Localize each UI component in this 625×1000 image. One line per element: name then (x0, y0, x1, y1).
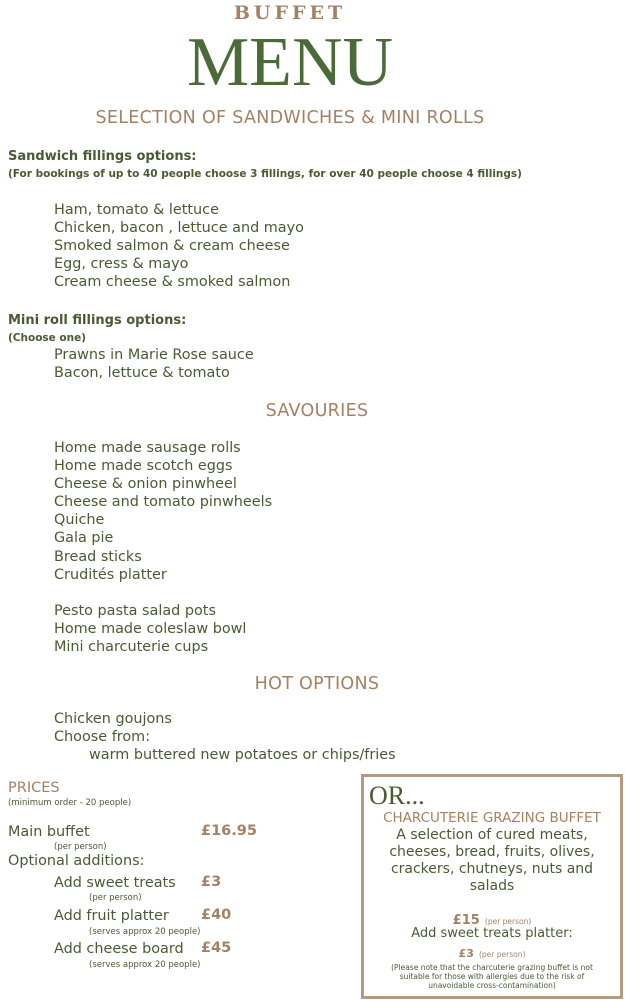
main-buffet-label: Main buffet (8, 824, 90, 840)
cheese-board-price: £45 (201, 940, 232, 956)
list-item: Cheese & onion pinwheel (54, 476, 237, 493)
list-item: Mini charcuterie cups (54, 639, 209, 656)
list-item: Gala pie (54, 530, 114, 547)
savouries-list (54, 439, 272, 584)
list-item: Prawns in Marie Rose sauce (54, 347, 254, 363)
grazing-price-unit: (per person) (484, 917, 532, 926)
prices-min-order: (minimum order - 20 people) (8, 798, 132, 808)
prices-title: PRICES (8, 780, 60, 796)
grazing-sweet-price-row (364, 942, 620, 961)
list-item: Home made coleslaw bowl (54, 621, 247, 638)
menu-title: MENU (186, 24, 394, 101)
savouries-section-title: SAVOURIES (265, 401, 369, 421)
list-item: Chicken, bacon , lettuce and mayo (54, 220, 304, 237)
list-item: Egg, cress & mayo (54, 256, 189, 273)
list-item: Crudités platter (54, 566, 167, 583)
list-item: Ham, tomato & lettuce (54, 202, 219, 218)
sandwich-fillings-note: (For bookings of up to 40 people choose 3 fillings, for over 40 people choose 4 fillings) (8, 168, 522, 180)
grazing-desc-line: salads (469, 878, 515, 894)
hot-item-goujons: Chicken goujons (54, 711, 172, 727)
fruit-platter-price: £40 (201, 907, 232, 923)
sweet-treats-unit: (per person) (89, 893, 142, 903)
grazing-sweet-price: £3 (458, 947, 474, 960)
sandwich-fillings-heading: Sandwich fillings options: (8, 149, 197, 164)
list-item: Cream cheese & smoked salmon (54, 274, 291, 291)
roll-fillings-note: (Choose one) (8, 332, 87, 344)
list-item: Bacon, lettuce & tomato (54, 365, 230, 382)
roll-fillings-heading: Mini roll fillings options: (8, 313, 187, 328)
main-buffet-price: £16.95 (201, 823, 257, 839)
hot-item-sides: warm buttered new potatoes or chips/fries (89, 747, 396, 763)
main-buffet-unit: (per person) (54, 842, 107, 852)
menu-top-word: BUFFET (233, 2, 347, 24)
list-item: Quiche (54, 512, 105, 529)
optional-additions-label: Optional additions: (8, 853, 145, 869)
grazing-description (364, 827, 620, 895)
hot-options-section-title: HOT OPTIONS (254, 674, 380, 694)
list-item: Bread sticks (54, 548, 142, 565)
grazing-desc-line: cheeses, bread, fruits, olives, (389, 844, 595, 860)
sandwiches-section-title: SELECTION OF SANDWICHES & MINI ROLLS (95, 108, 485, 128)
savouries-extra-list (54, 602, 246, 656)
grazing-sweet-unit: (per person) (479, 950, 526, 959)
cheese-board-label: Add cheese board (54, 941, 184, 957)
sweet-treats-price: £3 (201, 874, 222, 890)
grazing-price: £15 (452, 913, 480, 928)
fruit-platter-label: Add fruit platter (54, 908, 169, 924)
list-item: Pesto pasta salad pots (54, 603, 216, 619)
grazing-note-line: (Please note that the charcuterie grazing buffet is not (391, 963, 593, 972)
grazing-or-text: OR... (369, 781, 425, 810)
grazing-sweet-label: Add sweet treats platter: (411, 926, 573, 941)
grazing-allergy-note (364, 963, 620, 990)
cheese-board-unit: (serves approx 20 people) (89, 960, 201, 970)
roll-fillings-list (54, 346, 254, 382)
list-item: Cheese and tomato pinwheels (54, 494, 273, 511)
grazing-desc-line: crackers, chutneys, nuts and (390, 861, 594, 877)
fruit-platter-unit: (serves approx 20 people) (89, 927, 201, 937)
list-item: Smoked salmon & cream cheese (54, 238, 290, 255)
grazing-desc-line: A selection of cured meats, (396, 827, 588, 843)
grazing-buffet-box (361, 774, 623, 999)
list-item: Home made sausage rolls (54, 440, 241, 456)
sweet-treats-label: Add sweet treats (54, 875, 176, 891)
grazing-note-line: suitable for those with allergies due to the risk of (399, 972, 585, 981)
grazing-title: CHARCUTERIE GRAZING BUFFET (383, 810, 601, 826)
sandwich-fillings-list (54, 201, 304, 291)
hot-item-choose: Choose from: (54, 729, 151, 745)
grazing-note-line: unavoidable cross-contamination) (428, 981, 556, 990)
list-item: Home made scotch eggs (54, 458, 233, 475)
